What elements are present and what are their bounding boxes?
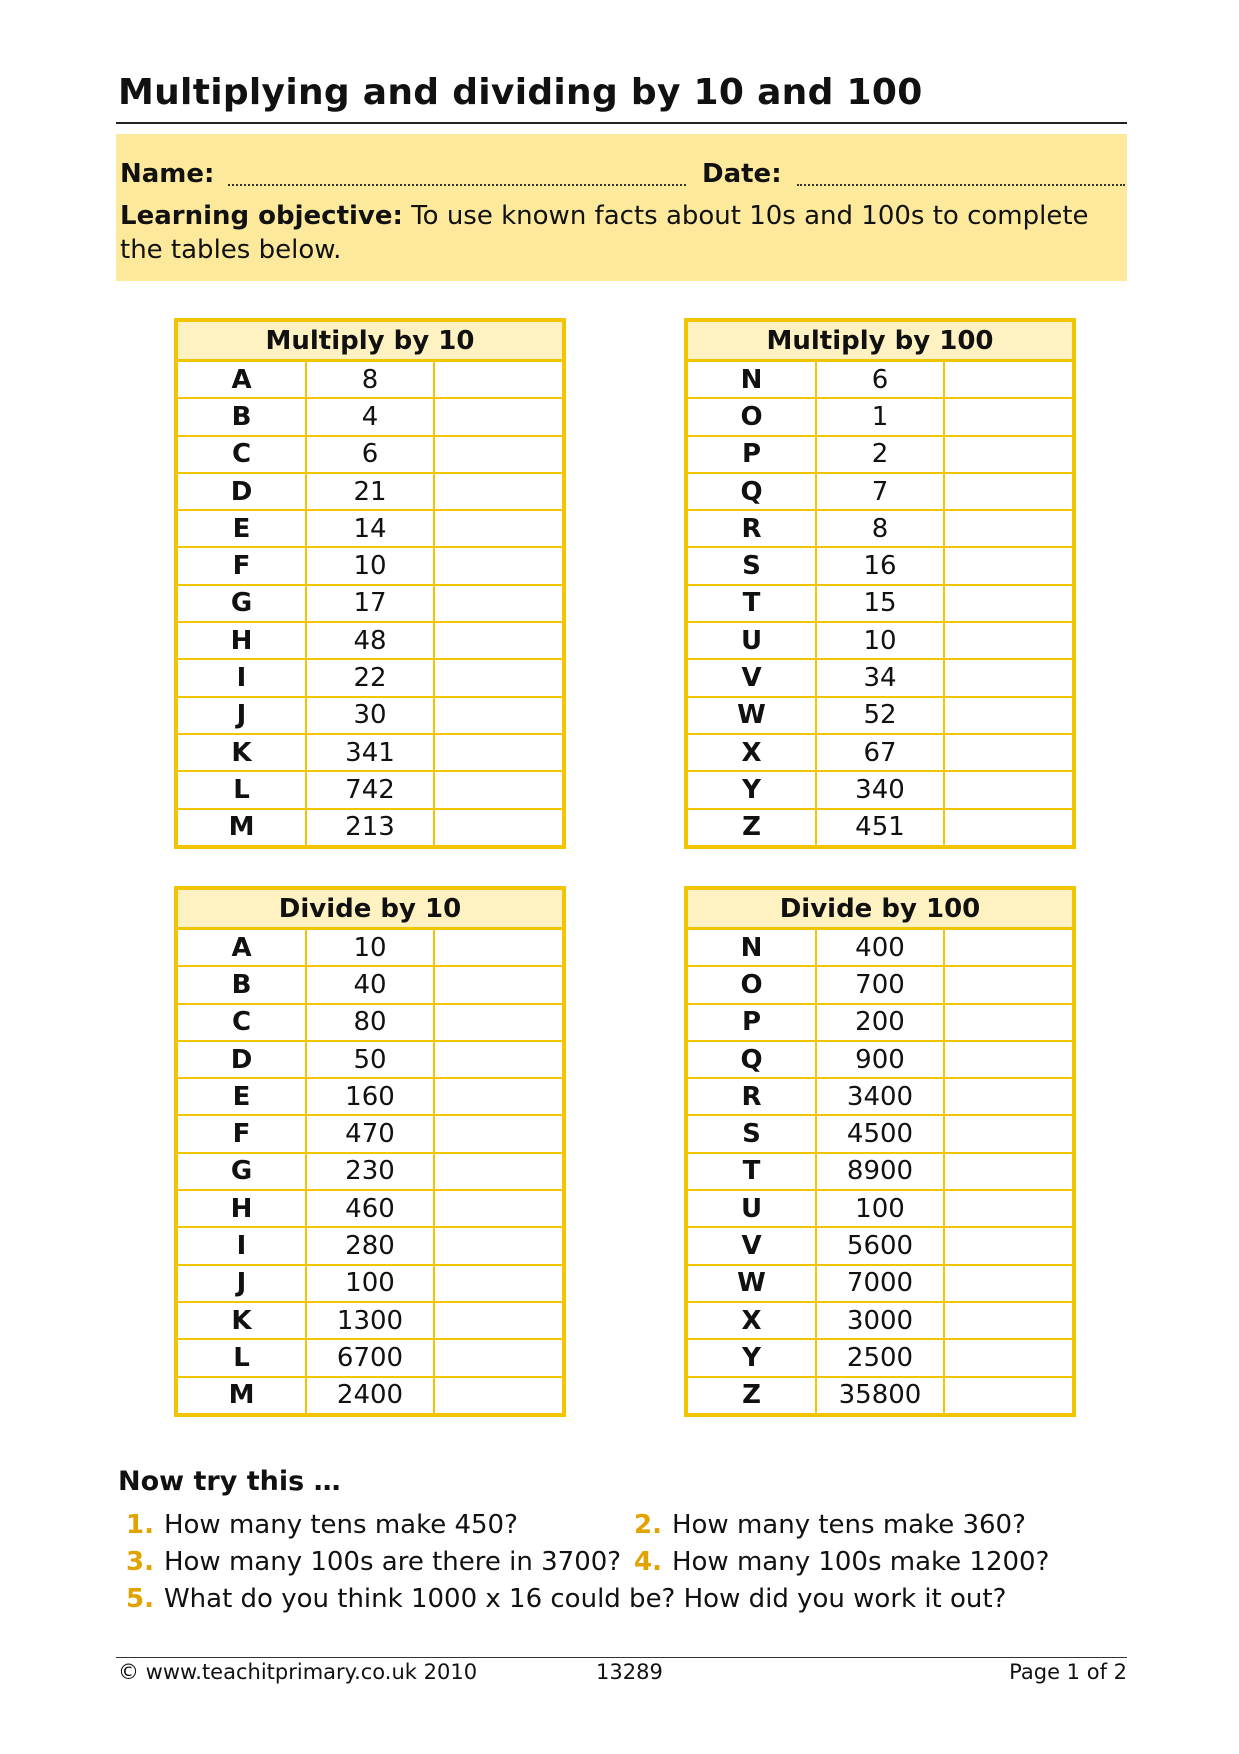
answer-cell[interactable] xyxy=(434,734,562,771)
table-row xyxy=(688,436,1072,473)
row-value: 34 xyxy=(816,659,944,696)
row-value: 4 xyxy=(306,398,434,435)
answer-cell[interactable] xyxy=(434,697,562,734)
table-row xyxy=(178,473,562,510)
row-value: 3000 xyxy=(816,1302,944,1339)
row-value: 6700 xyxy=(306,1339,434,1376)
row-letter: R xyxy=(688,510,816,547)
divide-by-10-table xyxy=(174,886,566,1417)
question-text: How many tens make 450? xyxy=(163,1510,518,1540)
table-row xyxy=(688,734,1072,771)
row-value: 160 xyxy=(306,1078,434,1115)
row-value: 21 xyxy=(306,473,434,510)
row-letter: M xyxy=(178,809,306,845)
row-letter: P xyxy=(688,436,816,473)
row-value: 6 xyxy=(306,436,434,473)
table-row xyxy=(688,1153,1072,1190)
row-value: 100 xyxy=(306,1265,434,1302)
question-text: How many tens make 360? xyxy=(671,1510,1026,1540)
row-letter: O xyxy=(688,398,816,435)
table-row xyxy=(688,1339,1072,1376)
row-letter: F xyxy=(178,1115,306,1152)
row-letter: C xyxy=(178,436,306,473)
row-value: 7 xyxy=(816,473,944,510)
table-row xyxy=(178,361,562,399)
answer-cell[interactable] xyxy=(944,734,1072,771)
row-value: 470 xyxy=(306,1115,434,1152)
table-row xyxy=(178,585,562,622)
row-letter: R xyxy=(688,1078,816,1115)
row-value: 10 xyxy=(306,929,434,967)
table-row xyxy=(178,1153,562,1190)
answer-cell[interactable] xyxy=(944,697,1072,734)
table-row xyxy=(688,1227,1072,1264)
answer-cell[interactable] xyxy=(434,585,562,622)
answer-cell[interactable] xyxy=(944,966,1072,1003)
table-row xyxy=(178,929,562,967)
row-letter: W xyxy=(688,697,816,734)
row-value: 7000 xyxy=(816,1265,944,1302)
table-row xyxy=(688,1190,1072,1227)
row-letter: J xyxy=(178,697,306,734)
answer-cell[interactable] xyxy=(944,436,1072,473)
answer-cell[interactable] xyxy=(944,1377,1072,1413)
answer-cell[interactable] xyxy=(434,929,562,967)
name-label: Name: xyxy=(120,159,215,189)
row-letter: N xyxy=(740,932,763,963)
answer-cell[interactable] xyxy=(434,1265,562,1302)
row-letter: W xyxy=(688,1265,816,1302)
table-row xyxy=(688,966,1072,1003)
row-letter: A xyxy=(231,364,252,395)
question-5 xyxy=(126,1584,1006,1614)
row-value: 2500 xyxy=(816,1339,944,1376)
question-number: 3. xyxy=(126,1547,154,1577)
row-letter: A xyxy=(231,932,252,963)
table-row xyxy=(178,771,562,808)
row-value: 230 xyxy=(306,1153,434,1190)
table-row xyxy=(178,1004,562,1041)
question-text: What do you think 1000 x 16 could be? How did you work it out? xyxy=(163,1584,1007,1614)
answer-cell[interactable] xyxy=(944,510,1072,547)
answer-cell[interactable] xyxy=(434,1078,562,1115)
row-letter: E xyxy=(178,510,306,547)
row-letter: L xyxy=(178,1339,306,1376)
answer-cell[interactable] xyxy=(944,585,1072,622)
table-row xyxy=(688,1041,1072,1078)
row-value: 340 xyxy=(816,771,944,808)
table-row xyxy=(178,1339,562,1376)
row-letter: Z xyxy=(688,809,816,845)
answer-cell[interactable] xyxy=(944,1265,1072,1302)
footer-code: 13289 xyxy=(596,1660,663,1684)
row-value: 10 xyxy=(306,547,434,584)
row-value: 341 xyxy=(306,734,434,771)
worksheet-table xyxy=(178,890,562,1413)
row-letter: N xyxy=(740,364,763,395)
row-letter: H xyxy=(178,1190,306,1227)
row-letter: J xyxy=(178,1265,306,1302)
table-row xyxy=(688,473,1072,510)
row-value: 5600 xyxy=(816,1227,944,1264)
table-row xyxy=(688,929,1072,967)
worksheet-table xyxy=(178,322,562,845)
row-letter: S xyxy=(688,547,816,584)
question-text: How many 100s make 1200? xyxy=(671,1547,1050,1577)
table-row xyxy=(178,1302,562,1339)
answer-cell[interactable] xyxy=(434,966,562,1003)
question-2 xyxy=(634,1510,1026,1540)
row-value: 48 xyxy=(306,622,434,659)
question-number: 4. xyxy=(634,1547,662,1577)
row-letter: K xyxy=(178,1302,306,1339)
table-title: Multiply by 100 xyxy=(688,322,1072,361)
answer-cell[interactable] xyxy=(944,547,1072,584)
row-letter: V xyxy=(688,1227,816,1264)
answer-cell[interactable] xyxy=(434,1153,562,1190)
row-letter: Y xyxy=(688,771,816,808)
footer-page-number: Page 1 of 2 xyxy=(1009,1660,1127,1684)
answer-cell[interactable] xyxy=(434,659,562,696)
worksheet-table xyxy=(688,322,1072,845)
row-letter: L xyxy=(178,771,306,808)
row-value: 700 xyxy=(816,966,944,1003)
answer-cell[interactable] xyxy=(434,622,562,659)
question-number: 5. xyxy=(126,1584,154,1614)
answer-cell[interactable] xyxy=(944,771,1072,808)
answer-cell[interactable] xyxy=(434,1115,562,1152)
table-row xyxy=(688,622,1072,659)
row-letter: S xyxy=(688,1115,816,1152)
answer-cell[interactable] xyxy=(944,622,1072,659)
row-letter: C xyxy=(178,1004,306,1041)
answer-cell[interactable] xyxy=(944,1227,1072,1264)
table-row xyxy=(178,1227,562,1264)
row-value: 200 xyxy=(816,1004,944,1041)
answer-cell[interactable] xyxy=(944,473,1072,510)
table-row xyxy=(178,734,562,771)
row-value: 451 xyxy=(816,809,944,845)
table-row xyxy=(688,1302,1072,1339)
row-value: 15 xyxy=(816,585,944,622)
row-value: 1300 xyxy=(306,1302,434,1339)
table-row xyxy=(178,1041,562,1078)
row-value: 3400 xyxy=(816,1078,944,1115)
row-letter: I xyxy=(178,659,306,696)
row-letter: T xyxy=(688,585,816,622)
name-field[interactable] xyxy=(228,184,686,186)
table-row xyxy=(178,510,562,547)
row-value: 6 xyxy=(816,361,944,399)
row-letter: U xyxy=(688,622,816,659)
row-value: 30 xyxy=(306,697,434,734)
table-row xyxy=(688,585,1072,622)
table-row xyxy=(178,697,562,734)
table-row xyxy=(688,1004,1072,1041)
row-value: 8900 xyxy=(816,1153,944,1190)
answer-cell[interactable] xyxy=(944,1339,1072,1376)
table-row xyxy=(178,1190,562,1227)
row-letter: G xyxy=(178,585,306,622)
table-row xyxy=(178,1265,562,1302)
answer-cell[interactable] xyxy=(434,436,562,473)
table-row xyxy=(688,510,1072,547)
try-this-heading: Now try this … xyxy=(118,1466,341,1497)
answer-cell[interactable] xyxy=(944,929,1072,967)
answer-cell[interactable] xyxy=(944,1004,1072,1041)
title-divider xyxy=(116,122,1127,124)
name-date-row xyxy=(120,158,1125,194)
table-title: Divide by 100 xyxy=(688,890,1072,929)
info-panel xyxy=(116,134,1127,281)
page-title: Multiplying and dividing by 10 and 100 xyxy=(118,72,923,113)
answer-cell[interactable] xyxy=(434,473,562,510)
table-row xyxy=(688,659,1072,696)
answer-cell[interactable] xyxy=(434,1227,562,1264)
table-row xyxy=(178,622,562,659)
row-value: 35800 xyxy=(816,1377,944,1413)
worksheet-table xyxy=(688,890,1072,1413)
row-letter: V xyxy=(688,659,816,696)
row-value: 280 xyxy=(306,1227,434,1264)
answer-cell[interactable] xyxy=(434,771,562,808)
row-value: 16 xyxy=(816,547,944,584)
row-value: 460 xyxy=(306,1190,434,1227)
row-value: 8 xyxy=(816,510,944,547)
answer-cell[interactable] xyxy=(944,1302,1072,1339)
table-row xyxy=(688,547,1072,584)
table-row xyxy=(688,361,1072,399)
question-number: 2. xyxy=(634,1510,662,1540)
row-value: 100 xyxy=(816,1190,944,1227)
table-row xyxy=(178,398,562,435)
answer-cell[interactable] xyxy=(434,1004,562,1041)
answer-cell[interactable] xyxy=(434,1377,562,1413)
table-row xyxy=(688,1078,1072,1115)
answer-cell[interactable] xyxy=(944,361,1072,399)
row-letter: K xyxy=(178,734,306,771)
table-row xyxy=(178,1078,562,1115)
row-value: 8 xyxy=(306,361,434,399)
table-title: Divide by 10 xyxy=(178,890,562,929)
question-4 xyxy=(634,1547,1049,1577)
row-letter: Q xyxy=(688,1041,816,1078)
answer-cell[interactable] xyxy=(944,1041,1072,1078)
row-value: 742 xyxy=(306,771,434,808)
footer-copyright: © www.teachitprimary.co.uk 2010 xyxy=(118,1660,478,1684)
question-1 xyxy=(126,1510,518,1540)
answer-cell[interactable] xyxy=(434,1190,562,1227)
answer-cell[interactable] xyxy=(944,1153,1072,1190)
row-letter: G xyxy=(178,1153,306,1190)
row-letter: F xyxy=(178,547,306,584)
answer-cell[interactable] xyxy=(944,1078,1072,1115)
row-letter: M xyxy=(178,1377,306,1413)
table-row xyxy=(688,809,1072,845)
row-letter: X xyxy=(688,1302,816,1339)
answer-cell[interactable] xyxy=(944,1190,1072,1227)
answer-cell[interactable] xyxy=(944,659,1072,696)
row-letter: B xyxy=(178,398,306,435)
row-value: 1 xyxy=(816,398,944,435)
row-letter: P xyxy=(688,1004,816,1041)
row-letter: I xyxy=(178,1227,306,1264)
question-number: 1. xyxy=(126,1510,154,1540)
date-label: Date: xyxy=(702,159,782,189)
row-letter: B xyxy=(178,966,306,1003)
row-value: 67 xyxy=(816,734,944,771)
divide-by-100-table xyxy=(684,886,1076,1417)
row-letter: Y xyxy=(688,1339,816,1376)
table-title: Multiply by 10 xyxy=(178,322,562,361)
answer-cell[interactable] xyxy=(944,1115,1072,1152)
table-row xyxy=(688,697,1072,734)
table-row xyxy=(178,547,562,584)
question-3 xyxy=(126,1547,621,1577)
date-field[interactable] xyxy=(797,184,1125,186)
footer-divider xyxy=(116,1657,1127,1658)
row-value: 52 xyxy=(816,697,944,734)
row-value: 22 xyxy=(306,659,434,696)
objective-label: Learning objective: xyxy=(120,201,403,231)
row-value: 2 xyxy=(816,436,944,473)
table-row xyxy=(688,398,1072,435)
answer-cell[interactable] xyxy=(944,398,1072,435)
row-value: 4500 xyxy=(816,1115,944,1152)
row-letter: Z xyxy=(688,1377,816,1413)
table-row xyxy=(178,966,562,1003)
question-text: How many 100s are there in 3700? xyxy=(163,1547,622,1577)
row-letter: D xyxy=(178,1041,306,1078)
answer-cell[interactable] xyxy=(434,1339,562,1376)
multiply-by-10-table xyxy=(174,318,566,849)
row-value: 400 xyxy=(816,929,944,967)
answer-cell[interactable] xyxy=(434,1041,562,1078)
row-value: 14 xyxy=(306,510,434,547)
answer-cell[interactable] xyxy=(434,547,562,584)
row-letter: H xyxy=(178,622,306,659)
row-letter: Q xyxy=(688,473,816,510)
answer-cell[interactable] xyxy=(944,809,1072,845)
row-value: 2400 xyxy=(306,1377,434,1413)
table-row xyxy=(178,436,562,473)
row-value: 10 xyxy=(816,622,944,659)
row-letter: E xyxy=(178,1078,306,1115)
row-value: 50 xyxy=(306,1041,434,1078)
row-letter: O xyxy=(688,966,816,1003)
row-value: 213 xyxy=(306,809,434,845)
table-row xyxy=(688,1115,1072,1152)
answer-cell[interactable] xyxy=(434,510,562,547)
table-row xyxy=(688,1377,1072,1413)
learning-objective xyxy=(120,200,1110,268)
row-value: 40 xyxy=(306,966,434,1003)
row-letter: T xyxy=(688,1153,816,1190)
answer-cell[interactable] xyxy=(434,809,562,845)
objective-text: To use known facts about 10s and 100s to complete the tables below. xyxy=(120,201,1089,265)
table-row xyxy=(178,809,562,845)
row-value: 17 xyxy=(306,585,434,622)
row-letter: X xyxy=(688,734,816,771)
table-row xyxy=(178,1377,562,1413)
multiply-by-100-table xyxy=(684,318,1076,849)
answer-cell[interactable] xyxy=(434,398,562,435)
table-row xyxy=(178,659,562,696)
row-letter: D xyxy=(178,473,306,510)
answer-cell[interactable] xyxy=(434,361,562,399)
table-row xyxy=(688,771,1072,808)
table-row xyxy=(688,1265,1072,1302)
row-value: 80 xyxy=(306,1004,434,1041)
row-letter: U xyxy=(688,1190,816,1227)
table-row xyxy=(178,1115,562,1152)
answer-cell[interactable] xyxy=(434,1302,562,1339)
row-value: 900 xyxy=(816,1041,944,1078)
